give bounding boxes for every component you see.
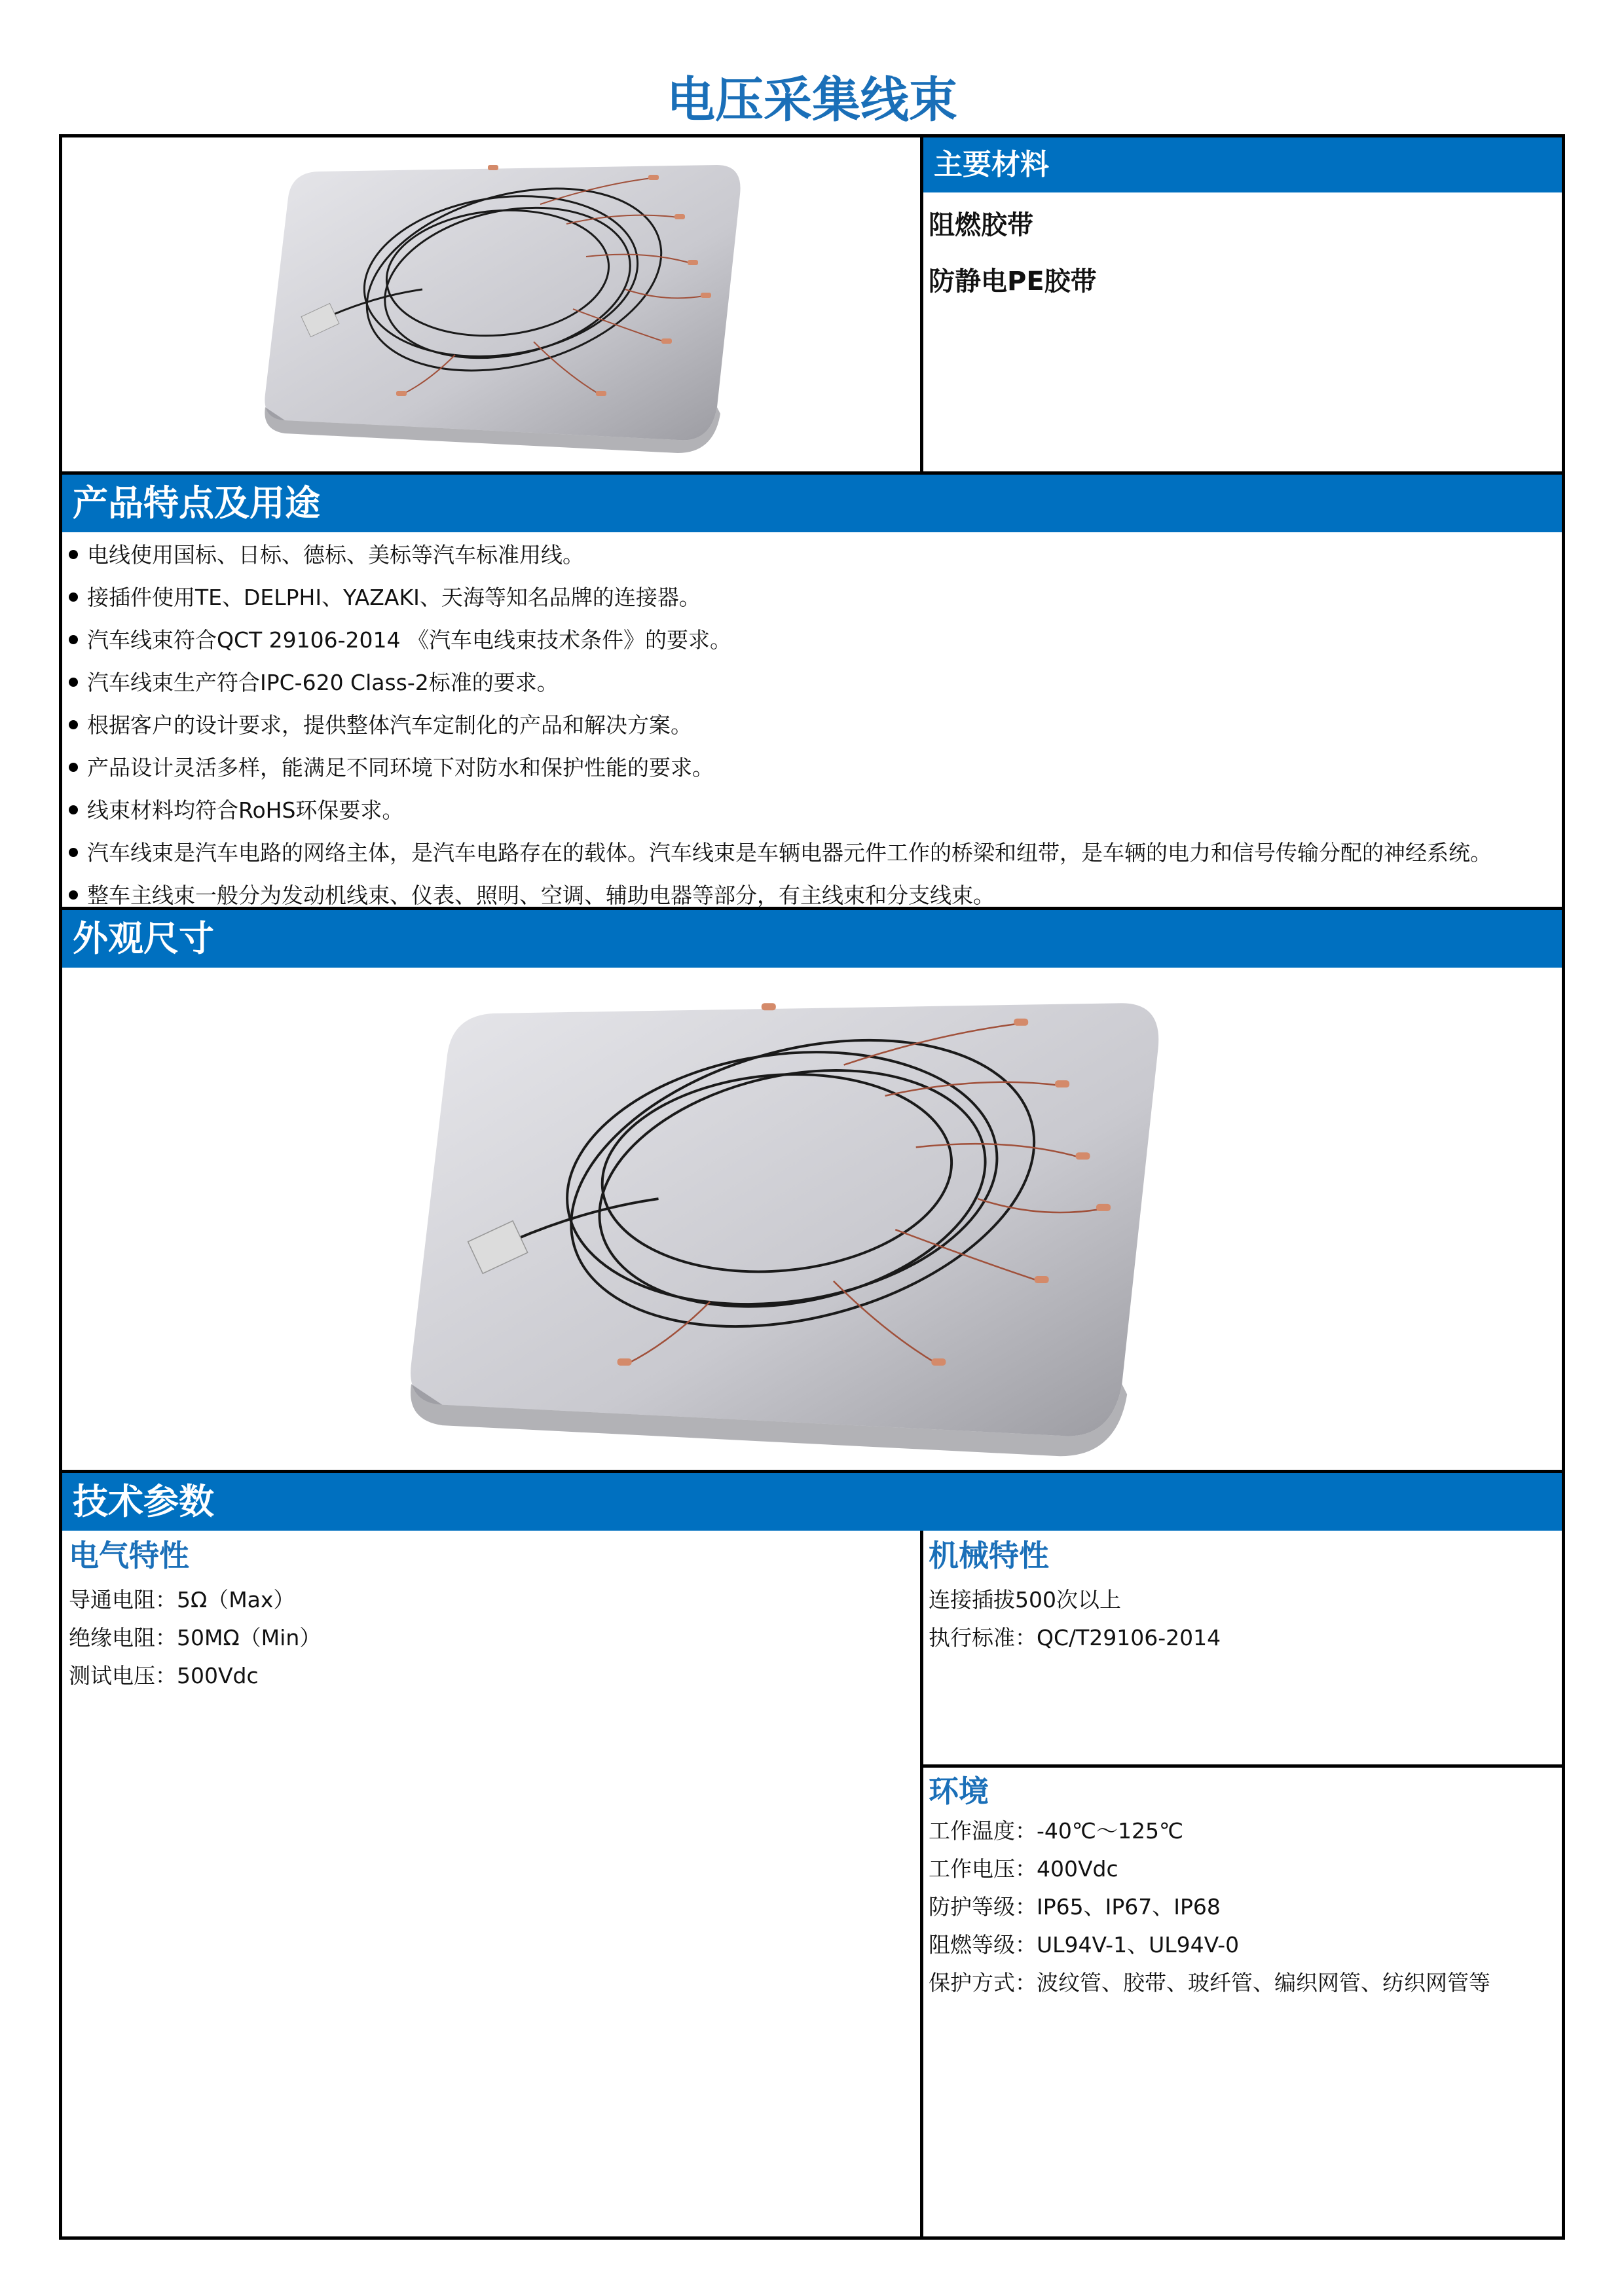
features-list bbox=[69, 534, 1555, 917]
list-item: 整车主线束一般分为发动机线束、仪表、照明、空调、辅助电器等部分，有主线束和分支线束。 bbox=[69, 874, 1555, 917]
environment-item: 防护等级：IP65、IP67、IP68 bbox=[929, 1894, 1221, 1920]
dimensions-header: 外观尺寸 bbox=[62, 910, 1562, 968]
list-item: 产品设计灵活多样，能满足不同环境下对防水和保护性能的要求。 bbox=[69, 746, 1555, 789]
list-item: 汽车线束是汽车电路的网络主体，是汽车电路存在的载体。汽车线束是车辆电器元件工作的桥梁和纽带，是车辆的电力和信号传输分配的神经系统。 bbox=[69, 831, 1555, 874]
list-item: 根据客户的设计要求，提供整体汽车定制化的产品和解决方案。 bbox=[69, 704, 1555, 746]
list-item: 线束材料均符合RoHS环保要求。 bbox=[69, 789, 1555, 831]
environment-item: 工作电压：400Vdc bbox=[929, 1856, 1118, 1882]
electrical-item: 测试电压：500Vdc bbox=[69, 1663, 259, 1688]
page-title: 电压采集线束 bbox=[667, 72, 957, 128]
environment-item: 工作温度：-40℃～125℃ bbox=[929, 1818, 1184, 1844]
list-item: 汽车线束符合QCT 29106-2014 《汽车电线束技术条件》的要求。 bbox=[69, 619, 1555, 661]
mechanical-heading: 机械特性 bbox=[929, 1538, 1049, 1573]
product-photo-small bbox=[259, 145, 756, 460]
column-divider bbox=[920, 1470, 923, 2240]
list-item: 汽车线束生产符合IPC-620 Class-2标准的要求。 bbox=[69, 661, 1555, 704]
environment-item: 保护方式：波纹管、胶带、玻纤管、编织网管、纺织网管等 bbox=[929, 1970, 1490, 1995]
materials-header: 主要材料 bbox=[923, 137, 1562, 192]
electrical-heading: 电气特性 bbox=[69, 1538, 189, 1573]
environment-item: 阻燃等级：UL94V-1、UL94V-0 bbox=[929, 1932, 1240, 1958]
material-item: 防静电PE胶带 bbox=[929, 266, 1097, 297]
features-header: 产品特点及用途 bbox=[62, 475, 1562, 532]
electrical-item: 导通电阻：5Ω（Max） bbox=[69, 1587, 295, 1613]
mechanical-item: 连接插拔500次以上 bbox=[929, 1587, 1121, 1613]
divider bbox=[920, 1764, 1565, 1768]
list-item: 电线使用国标、日标、德标、美标等汽车标准用线。 bbox=[69, 534, 1555, 576]
list-item: 接插件使用TE、DELPHI、YAZAKI、天海等知名品牌的连接器。 bbox=[69, 576, 1555, 619]
product-photo-large bbox=[399, 972, 1185, 1467]
material-item: 阻燃胶带 bbox=[929, 210, 1033, 240]
mechanical-item: 执行标准：QC/T29106-2014 bbox=[929, 1625, 1221, 1650]
environment-heading: 环境 bbox=[929, 1774, 989, 1809]
electrical-item: 绝缘电阻：50MΩ（Min） bbox=[69, 1625, 322, 1650]
tech-header: 技术参数 bbox=[62, 1473, 1562, 1531]
